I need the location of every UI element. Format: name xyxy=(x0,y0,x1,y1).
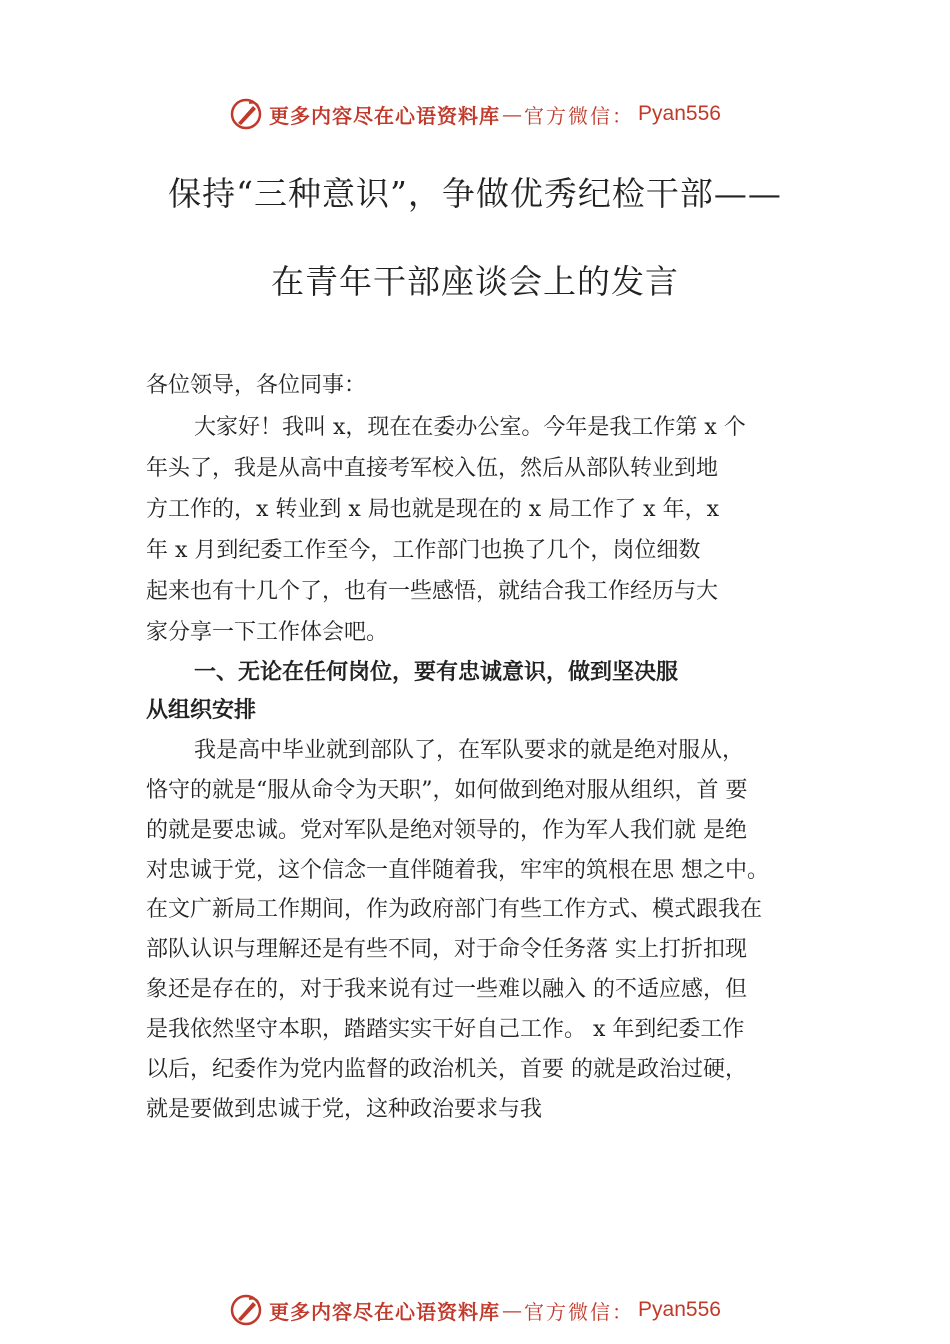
paragraph-2-line: 以后，纪委作为党内监督的政治机关，首要 的就是政治过硬， xyxy=(146,1057,747,1082)
paragraph-2-line: 我是高中毕业就到部队了，在军队要求的就是绝对服从， xyxy=(194,738,745,763)
quill-logo-icon xyxy=(229,97,263,131)
quill-logo-icon xyxy=(229,1293,263,1327)
paragraph-1-line: 家分享一下工作体会吧。 xyxy=(146,620,389,645)
paragraph-2-line: 就是要做到忠诚于党，这种政治要求与我 xyxy=(146,1097,543,1122)
watermark-id: Pyan556 xyxy=(638,1298,721,1321)
paragraph-1-line: 起来也有十几个了，也有一些感悟，就结合我工作经历与大 xyxy=(146,579,719,604)
watermark-text: 更多内容尽在心语资料库 xyxy=(269,1299,501,1324)
document-title-line-2: 在青年干部座谈会上的发言 xyxy=(271,262,679,301)
watermark-text: 更多内容尽在心语资料库 xyxy=(269,103,501,128)
watermark-label: 官方微信： xyxy=(524,103,635,128)
paragraph-2-line: 恪守的就是“服从命令为天职”，如何做到绝对服从组织，首 要 xyxy=(146,778,748,803)
paragraph-2-line: 部队认识与理解还是有些不同，对于命令任务落 实上打折扣现 xyxy=(146,937,747,962)
watermark-dash: — xyxy=(502,102,523,126)
paragraph-1-line: 大家好！我叫 x，现在在委办公室。今年是我工作第 x 个 xyxy=(194,415,746,440)
paragraph-2-line: 象还是存在的，对于我来说有过一些难以融入 的不适应感，但 xyxy=(146,977,747,1002)
paragraph-2-line: 在文广新局工作期间，作为政府部门有些工作方式、模式跟我在 xyxy=(146,897,763,922)
watermark-banner-top xyxy=(0,92,950,136)
paragraph-1-line: 方工作的，x 转业到 x 局也就是现在的 x 局工作了 x 年，x xyxy=(146,497,719,522)
salutation: 各位领导，各位同事： xyxy=(146,373,367,398)
paragraph-2-line: 对忠诚于党，这个信念一直伴随着我，牢牢的筑根在思 想之中。 xyxy=(146,858,769,883)
document-title-line-1: 保持“三种意识”，争做优秀纪检干部—— xyxy=(168,174,782,213)
watermark-dash: — xyxy=(502,1298,523,1322)
paragraph-2-line: 的就是要忠诚。党对军队是绝对领导的，作为军人我们就 是绝 xyxy=(146,818,747,843)
watermark-id: Pyan556 xyxy=(638,102,721,125)
paragraph-1-line: 年头了，我是从高中直接考军校入伍，然后从部队转业到地 xyxy=(146,456,719,481)
section-heading-line: 一、无论在任何岗位，要有忠诚意识，做到坚决服 xyxy=(194,660,679,685)
paragraph-2-line: 是我依然坚守本职，踏踏实实干好自己工作。 x 年到纪委工作 xyxy=(146,1017,745,1042)
watermark-banner-bottom xyxy=(0,1288,950,1332)
section-heading-line: 从组织安排 xyxy=(146,698,257,723)
paragraph-1-line: 年 x 月到纪委工作至今，工作部门也换了几个，岗位细数 xyxy=(146,538,701,563)
watermark-label: 官方微信： xyxy=(524,1299,635,1324)
